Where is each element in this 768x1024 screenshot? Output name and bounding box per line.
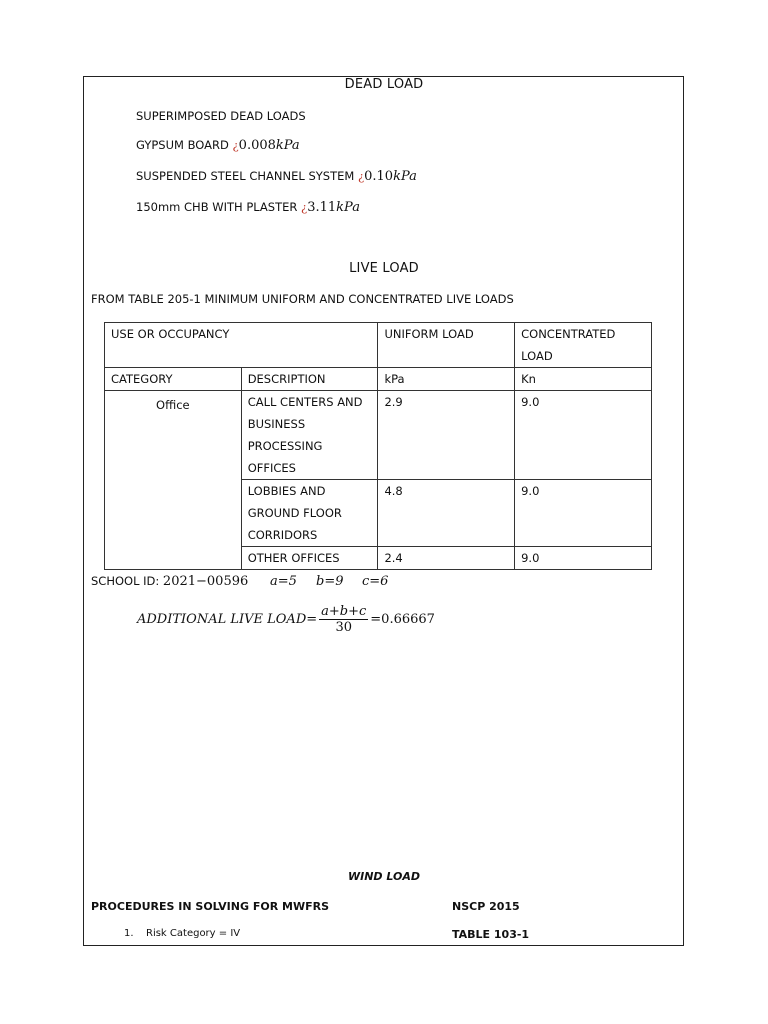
table-cell-concentrated: 9.0 xyxy=(515,391,652,480)
additional-live-load-lhs: ADDITIONAL LIVE LOAD= xyxy=(137,612,318,627)
table-cell-uniform: 4.8 xyxy=(378,480,515,547)
dead-load-item-label: GYPSUM BOARD xyxy=(136,138,233,152)
step-reference: TABLE 103-1 xyxy=(452,928,530,941)
description-line: LOBBIES AND xyxy=(247,484,326,498)
category-office xyxy=(105,391,242,570)
description-line: OTHER OFFICES xyxy=(247,551,340,565)
dead-load-item-value: 3.11 xyxy=(307,200,337,215)
dead-load-item-glyph: ¿ xyxy=(301,200,308,214)
header-concentrated-line-2: LOAD xyxy=(521,349,553,363)
table-cell-description xyxy=(241,547,378,570)
var-a: a=5 xyxy=(270,574,297,589)
step-number: 1. xyxy=(124,928,134,939)
school-id-label: SCHOOL ID: xyxy=(91,574,163,588)
dead-load-item-label: 150mm CHB WITH PLASTER xyxy=(136,200,302,214)
superimposed-dead-loads-label: SUPERIMPOSED DEAD LOADS xyxy=(136,109,306,123)
description-line: BUSINESS xyxy=(247,417,306,431)
live-load-table xyxy=(104,322,652,570)
header-use-or-occupancy: USE OR OCCUPANCY xyxy=(105,323,378,368)
header-concentrated-load xyxy=(515,323,652,368)
table-header-row xyxy=(105,323,652,368)
dead-load-item-label: SUSPENDED STEEL CHANNEL SYSTEM xyxy=(136,169,358,183)
description-line: CALL CENTERS AND xyxy=(247,395,363,409)
dead-load-item-unit: kPa xyxy=(336,200,360,215)
table-cell-uniform: 2.4 xyxy=(378,547,515,570)
dead-load-item-unit: kPa xyxy=(275,138,300,153)
header-concentrated-unit: Kn xyxy=(515,368,652,391)
fraction-denominator: 30 xyxy=(335,620,352,635)
table-cell-description xyxy=(241,391,378,480)
table-cell-uniform: 2.9 xyxy=(378,391,515,480)
dead-load-item-value: 0.008 xyxy=(238,138,276,153)
table-cell-concentrated: 9.0 xyxy=(515,480,652,547)
dead-load-item-glyph: ¿ xyxy=(357,169,365,183)
dead-load-item-value: 0.10 xyxy=(364,169,394,184)
school-id-line xyxy=(91,574,248,589)
description-line: PROCESSING OFFICES xyxy=(247,439,323,475)
var-b: b=9 xyxy=(316,574,344,589)
additional-live-load-fraction xyxy=(319,604,368,635)
table-cell-description xyxy=(241,480,378,547)
table-cell-concentrated: 9.0 xyxy=(515,547,652,570)
table-subheader-row xyxy=(105,368,652,391)
school-id-value: 2021−00596 xyxy=(162,574,249,589)
header-description: DESCRIPTION xyxy=(241,368,378,391)
dead-load-item-chb xyxy=(136,200,360,215)
table-row xyxy=(105,391,652,480)
fraction-numerator: a+b+c xyxy=(321,604,367,619)
dead-load-item-unit: kPa xyxy=(393,169,417,184)
header-concentrated-line-1: CONCENTRATED xyxy=(521,327,616,341)
live-load-table-caption: FROM TABLE 205-1 MINIMUM UNIFORM AND CONCENTRATED LIVE LOADS xyxy=(91,292,514,306)
header-category: CATEGORY xyxy=(105,368,242,391)
live-load-title: LIVE LOAD xyxy=(349,261,419,276)
procedures-heading: PROCEDURES IN SOLVING FOR MWFRS xyxy=(91,900,329,913)
header-uniform-load: UNIFORM LOAD xyxy=(378,323,515,368)
nscp-code: NSCP 2015 xyxy=(452,900,520,913)
description-line: GROUND FLOOR xyxy=(247,506,342,520)
additional-live-load-result: =0.66667 xyxy=(370,612,435,627)
category-office-label: Office xyxy=(156,398,190,412)
description-line: CORRIDORS xyxy=(247,528,318,542)
dead-load-item-steel-channel xyxy=(136,169,417,184)
additional-live-load-equation xyxy=(137,604,435,635)
wind-load-title: WIND LOAD xyxy=(347,870,420,883)
step-text: Risk Category = IV xyxy=(146,928,241,939)
dead-load-item-glyph: ¿ xyxy=(232,138,239,152)
header-uniform-unit: kPa xyxy=(378,368,515,391)
var-c: c=6 xyxy=(362,574,389,589)
dead-load-item-gypsum xyxy=(136,138,300,153)
dead-load-title: DEAD LOAD xyxy=(344,77,424,92)
